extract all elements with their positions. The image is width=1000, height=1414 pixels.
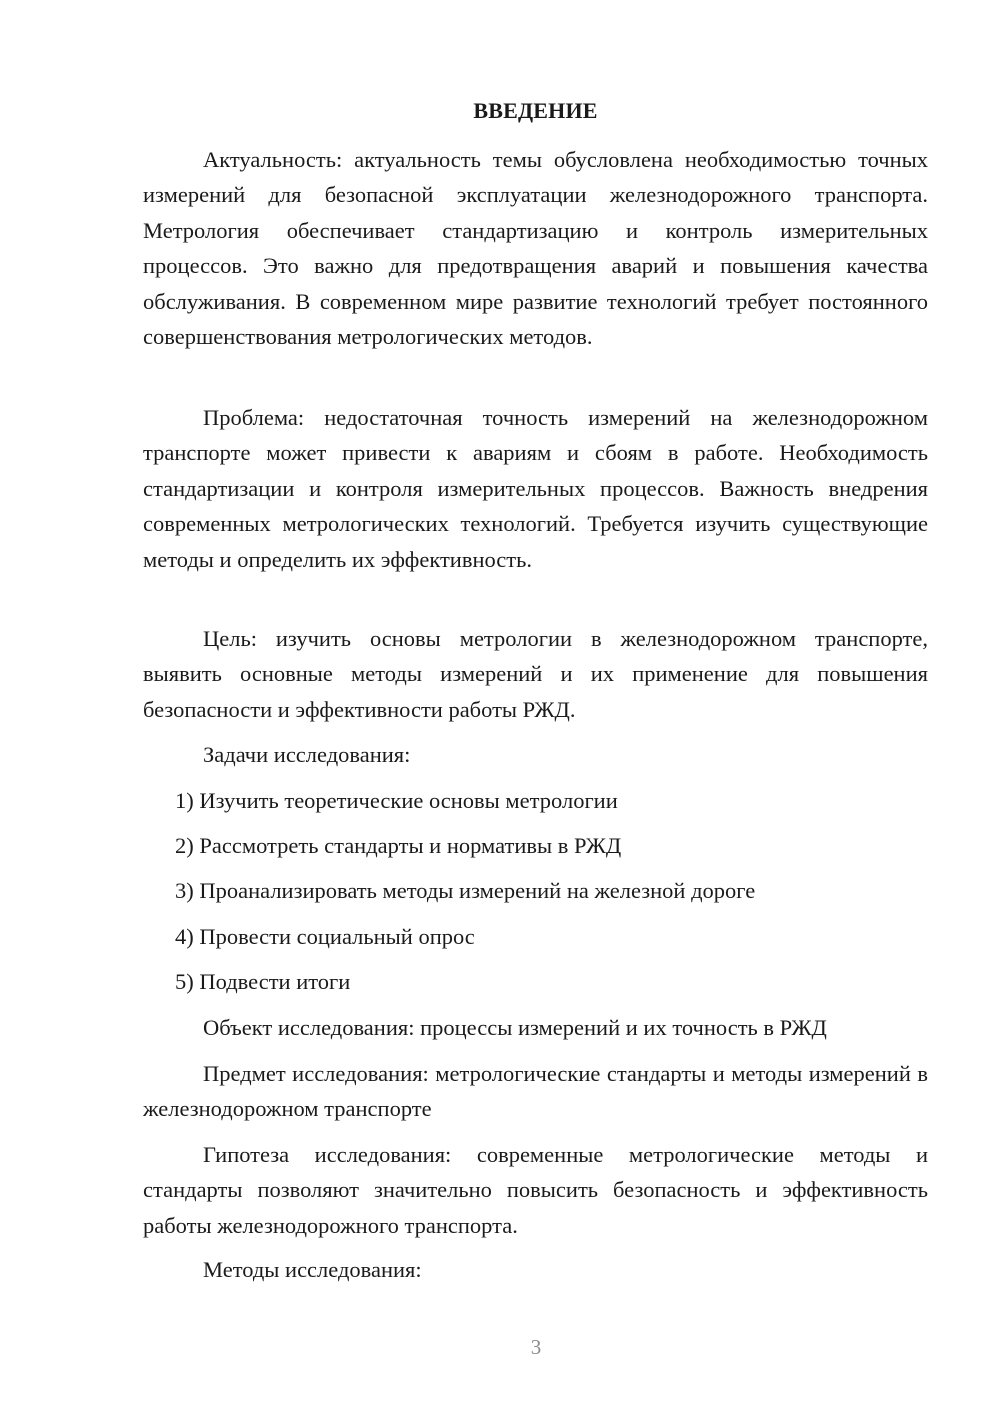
paragraph-subject: Предмет исследования: метрологические стандарты и методы измерений в железнодорожном транспорте bbox=[143, 1061, 928, 1122]
paragraph-relevance: Актуальность: актуальность темы обусловлена необходимостью точных измерений для безопасной эксплуатации железнодорожного транспорта. Метрология обеспечивает стандартизацию и контроль измерительных процессов. Это важно для предотвращения аварий и повышения качества обслуживания. В современном мире развитие технологий требует постоянного совершенствования метрологических методов. bbox=[143, 147, 928, 350]
paragraph-goal: Цель: изучить основы метрологии в железнодорожном транспорте, выявить основные методы измерений и их применение для повышения безопасности и эффективности работы РЖД. bbox=[143, 626, 928, 722]
page-number: 3 bbox=[530, 1335, 542, 1359]
task-item-3: 3) Проанализировать методы измерений на железной дороге bbox=[175, 878, 756, 903]
paragraph-tasks-heading: Задачи исследования: bbox=[203, 742, 411, 767]
paragraph-methods-heading: Методы исследования: bbox=[203, 1257, 422, 1282]
section-title: ВВЕДЕНИЕ bbox=[473, 98, 598, 123]
task-item-2: 2) Рассмотреть стандарты и нормативы в РЖД bbox=[175, 833, 622, 858]
paragraph-problem: Проблема: недостаточная точность измерений на железнодорожном транспорте может привести к авариям и сбоям в работе. Необходимость стандартизации и контроля измерительных процессов. Важность внедрения современных метрологических технологий. Требуется изучить существующие методы и определить их эффективность. bbox=[143, 405, 928, 572]
task-item-4: 4) Провести социальный опрос bbox=[175, 924, 475, 949]
task-item-5: 5) Подвести итоги bbox=[175, 969, 351, 994]
paragraph-object: Объект исследования: процессы измерений и их точность в РЖД bbox=[203, 1015, 827, 1040]
paragraph-hypothesis: Гипотеза исследования: современные метрологические методы и стандарты позволяют значительно повысить безопасность и эффективность работы железнодорожного транспорта. bbox=[143, 1142, 928, 1238]
task-item-1: 1) Изучить теоретические основы метрологии bbox=[175, 788, 618, 813]
